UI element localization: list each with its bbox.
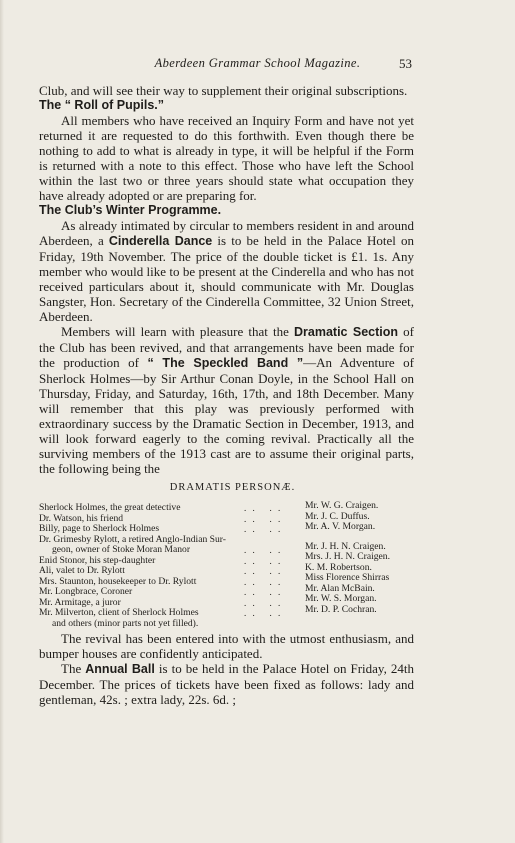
role-others: and others (minor parts not yet filled).	[52, 617, 199, 629]
cinderella-dance-term: Cinderella Dance	[108, 234, 213, 248]
actor-jc-duffus: Mr. J. C. Duffus.	[305, 510, 370, 522]
revival-paragraph: The revival has been entered into with the utmost enthusiasm, and bumper houses are confidently anticipated.	[39, 631, 414, 661]
actor-dp-cochran: Mr. D. P. Cochran.	[305, 603, 377, 615]
dramatic-section-term: Dramatic Section	[294, 325, 399, 339]
role-longbrace: Mr. Longbrace, Coroner	[39, 586, 133, 597]
role-rylott: Dr. Grimesby Rylott, a retired Anglo-Indian Sur-	[39, 533, 227, 545]
dramatic-text-a: Members will learn with pleasure that the	[61, 324, 295, 339]
role-rylott-continued: geon, owner of Stoke Moran Manor	[52, 544, 191, 555]
cinderella-text-a: As already intimated by circular to members resident in and around Aberdeen, a	[39, 218, 414, 248]
annual-ball-paragraph	[39, 661, 414, 707]
leader-dots-row: . . . .	[244, 524, 283, 534]
actor-alan-mcbain: Mr. Alan McBain.	[305, 582, 375, 594]
role-billy: Billy, page to Sherlock Holmes	[39, 523, 160, 534]
dramatic-text-b: of the Club has been revived, and that arrangements have been made for the production of	[39, 324, 414, 370]
role-ali: Ali, valet to Dr. Rylott	[39, 565, 125, 576]
intro-paragraph: Club, and will see their way to supplement their original subscriptions.	[39, 83, 408, 98]
leader-dots-row: . . . .	[244, 545, 283, 555]
winter-programme-heading: The Club’s Winter Programme.	[39, 203, 222, 217]
cast-actors	[305, 501, 415, 615]
role-armitage: Mr. Armitage, a juror	[39, 596, 121, 608]
running-title: Aberdeen Grammar School Magazine.	[154, 56, 361, 70]
page-header	[0, 56, 515, 74]
leader-dots-row: . . . .	[244, 503, 283, 513]
actor-mrs-craigen: Mrs. J. H. N. Craigen.	[305, 551, 391, 562]
actor-florence-shirras: Miss Florence Shirras	[305, 572, 390, 583]
actor-wg-craigen: Mr. W. G. Craigen.	[305, 500, 379, 511]
ball-text-a: The	[61, 661, 86, 676]
role-milverton: Mr. Milverton, client of Sherlock Holmes	[39, 607, 199, 618]
actor-av-morgan: Mr. A. V. Morgan.	[305, 521, 376, 532]
roll-of-pupils-heading: The “ Roll of Pupils.”	[39, 98, 164, 112]
leader-dots-row: . . . .	[244, 576, 283, 587]
ball-text-b: is to be held in the Palace Hotel on Friday, 24th December. The prices of tickets have been fixed as follows: lady and gentleman, 42s. ; extra lady, 22s. 6d. ;	[39, 661, 414, 707]
leader-dots-row: . . . .	[244, 566, 283, 576]
actor-ws-morgan: Mr. W. S. Morgan.	[305, 593, 377, 604]
leader-dots-row: . . . .	[244, 587, 283, 597]
speckled-band-title: “ The Speckled Band ”	[147, 356, 304, 370]
leader-dots	[244, 503, 294, 619]
leader-dots-row: . . . .	[244, 597, 283, 608]
leader-dots-row: . . . .	[244, 608, 283, 618]
leader-dots-row	[244, 535, 294, 546]
cinderella-text-b: is to be held in the Palace Hotel on Friday, 19th November. The price of the double ticket is £1. 1s. Any member who would like to be present at the Cinderella and who has not received particulars about it, should communicate with Mr. Douglas Sangster, Hon. Secretary of the Cinderella Committee, 32 Union Street, Aberdeen.	[39, 233, 414, 324]
role-enid: Enid Stonor, his step-daughter	[39, 554, 156, 566]
actor-km-robertson: K. M. Robertson.	[305, 561, 372, 573]
role-staunton: Mrs. Staunton, housekeeper to Dr. Rylott	[39, 575, 197, 587]
page-edge-shadow	[0, 0, 4, 843]
dramatic-section-paragraph	[39, 324, 414, 476]
role-watson: Dr. Watson, his friend	[39, 512, 124, 524]
role-holmes: Sherlock Holmes, the great detective	[39, 502, 181, 513]
leader-dots-row: . . . .	[244, 555, 283, 566]
annual-ball-term: Annual Ball	[85, 662, 155, 676]
roll-of-pupils-paragraph: All members who have received an Inquiry Form and have not yet returned it are requested to do this forthwith. Even though there be nothing to add to what is already in type, it will be helpful if the Form is returned with a note to this effect. Those who have left the School within the last two or three years should state what occupation they have already adopted or are preparing for.	[39, 113, 414, 203]
dramatic-text-c: —An Adventure of Sherlock Holmes—by Sir Arthur Conan Doyle, in the School Hall on Thursday, Friday, and Saturday, 16th, 17th, and 18th December. Many will remember that this play was previously performed with extraordinary success by the Dramatic Section in December, 1913, and will look forward eagerly to the coming revival. Practically all the surviving members of the 1913 cast are to assume their original parts, the following being the	[39, 355, 414, 476]
cinderella-paragraph	[39, 218, 414, 324]
cast-list	[39, 501, 414, 631]
dramatis-personae-title: DRAMATIS PERSONÆ.	[169, 482, 296, 493]
actor-jhn-craigen: Mr. J. H. N. Craigen.	[305, 540, 386, 552]
leader-dots-row: . . . .	[244, 513, 283, 524]
article-body	[39, 83, 414, 707]
page-number: 53	[399, 56, 412, 71]
